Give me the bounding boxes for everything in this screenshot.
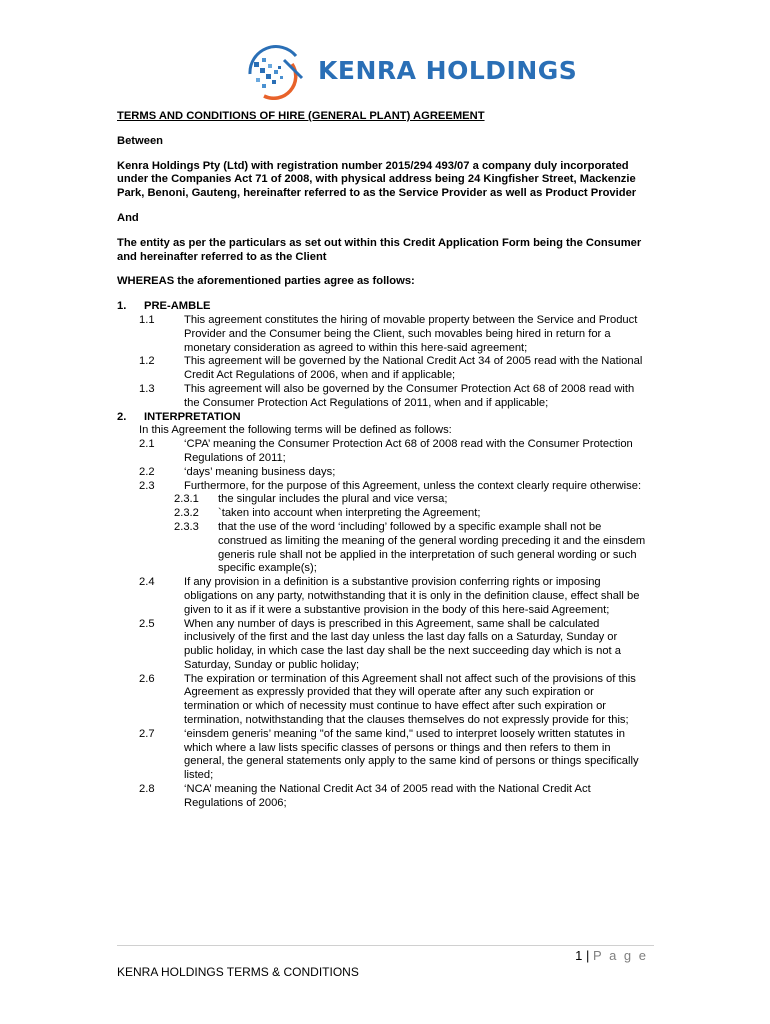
clause-text: ‘CPA’ meaning the Consumer Protection Act 68 of 2008 read with the Consumer Protection Regulations of 2011; xyxy=(184,438,633,464)
clause-text: ‘einsdem generis’ meaning "of the same kind," used to interpret loosely written statutes in which where a law lists specific classes of persons or things and then refers to them in general, the general statements only apply to the same kind of persons or things specifically listed; xyxy=(184,727,639,782)
clause xyxy=(117,783,647,811)
page-separator: | xyxy=(586,948,590,963)
subclause-number: 2.3.3 xyxy=(174,520,199,533)
clause xyxy=(117,355,647,383)
section-heading xyxy=(117,411,647,425)
clause-text: This agreement will be governed by the National Credit Act 34 of 2005 read with the National Credit Act Regulations of 2006, when and if applicable; xyxy=(184,355,643,382)
clause-text: This agreement constitutes the hiring of movable property between the Service and Product Provider and the Consumer being the Client, such movables being hired in return for a monetary consideration as agreed to within this here-said agreement; xyxy=(184,313,638,354)
clause-number: 2.3 xyxy=(139,479,155,492)
section-number: 1. xyxy=(117,300,127,313)
and-label: And xyxy=(117,211,139,224)
clause-number: 2.8 xyxy=(139,783,155,796)
page-label: P a g e xyxy=(593,948,648,963)
clause xyxy=(117,438,647,466)
company-name: KENRA HOLDINGS xyxy=(318,56,578,85)
footer-title: KENRA HOLDINGS TERMS & CONDITIONS xyxy=(117,965,359,979)
clause-text: ‘NCA’ meaning the National Credit Act 34 of 2005 read with the National Credit Act Regulations of 2006; xyxy=(184,783,591,809)
clause xyxy=(117,728,647,783)
clause xyxy=(117,480,647,494)
clause-number: 2.7 xyxy=(139,727,155,740)
subclause-number: 2.3.1 xyxy=(174,493,199,506)
clause-number: 1.3 xyxy=(139,382,155,395)
whereas-clause: WHEREAS the aforementioned parties agree as follows: xyxy=(117,275,415,288)
subclause-text: `taken into account when interpreting the Agreement; xyxy=(218,507,481,520)
clause-text: Furthermore, for the purpose of this Agreement, unless the context clearly require otherwise: xyxy=(184,479,642,492)
clause-text: When any number of days is prescribed in this Agreement, same shall be calculated inclusively of the first and the last day unless the last day falls on a Saturday, Sunday or public holiday, in which case the last day shall be the next succeeding day which is not a Saturday, Sunday or public holiday; xyxy=(184,617,621,671)
between-label: Between xyxy=(117,134,164,147)
section-heading xyxy=(117,300,647,314)
document-body xyxy=(117,110,647,811)
subclause xyxy=(117,521,647,576)
section-title: INTERPRETATION xyxy=(144,410,241,423)
clause-number: 2.1 xyxy=(139,438,155,451)
clause xyxy=(117,576,647,617)
company-logo xyxy=(240,44,578,100)
party-client: The entity as per the particulars as set out within this Credit Application Form being the Consumer and hereinafter referred to as the Client xyxy=(117,236,642,263)
clause xyxy=(117,383,647,411)
clause-number: 2.4 xyxy=(139,576,155,589)
document-title: TERMS AND CONDITIONS OF HIRE (GENERAL PLANT) AGREEMENT xyxy=(117,110,485,122)
clause xyxy=(117,673,647,728)
clause-number: 2.6 xyxy=(139,672,155,685)
footer-divider xyxy=(117,945,654,946)
clause-text: The expiration or termination of this Agreement shall not affect such of the provisions of this Agreement as expressly provided that they will operate after any such expiration or termination or which of necessity must continue to have effect after such expiration or termination, notwithstanding that the clauses themselves do not expressly provide for this; xyxy=(184,672,636,727)
logo-mark-icon xyxy=(240,44,312,100)
subclause-text: the singular includes the plural and vice versa; xyxy=(218,493,448,506)
subclause-text: that the use of the word ‘including’ followed by a specific example shall not be construed as limiting the meaning of the general wording preceding it and the einsdem generis rule shall not be applied in the interpretation of such general wording or such specific example(s); xyxy=(218,520,646,575)
section-number: 2. xyxy=(117,410,127,423)
page-number xyxy=(575,948,648,963)
clause-number: 1.2 xyxy=(139,355,155,368)
page-number-value: 1 xyxy=(575,948,583,963)
subclause xyxy=(117,493,647,507)
clause-number: 2.5 xyxy=(139,617,155,630)
subclause-number: 2.3.2 xyxy=(174,507,199,520)
clause xyxy=(117,466,647,480)
clause-number: 2.2 xyxy=(139,465,155,478)
party-provider: Kenra Holdings Pty (Ltd) with registration number 2015/294 493/07 a company duly incorporated under the Companies Act 71 of 2008, with physical address being 24 Kingfisher Street, Mackenzie Park, Benoni, Gauteng, hereinafter referred to as the Service Provider as well as Product Provider xyxy=(117,159,637,200)
section-title: PRE-AMBLE xyxy=(144,300,211,313)
subclause xyxy=(117,507,647,521)
section-intro: In this Agreement the following terms will be defined as follows: xyxy=(139,424,452,437)
clause-text: ‘days’ meaning business days; xyxy=(184,465,336,478)
clause xyxy=(117,314,647,355)
clause xyxy=(117,618,647,673)
clause-text: If any provision in a definition is a substantive provision conferring rights or imposing obligations on any party, notwithstanding that it is only in the definition clause, effect shall be given to it as if it were a substantive provision in the body of this here-said Agreement; xyxy=(184,576,640,616)
clause-text: This agreement will also be governed by the Consumer Protection Act 68 of 2008 read with the Consumer Protection Act Regulations of 2011, when and if applicable; xyxy=(184,382,635,409)
clause-number: 1.1 xyxy=(139,313,155,326)
